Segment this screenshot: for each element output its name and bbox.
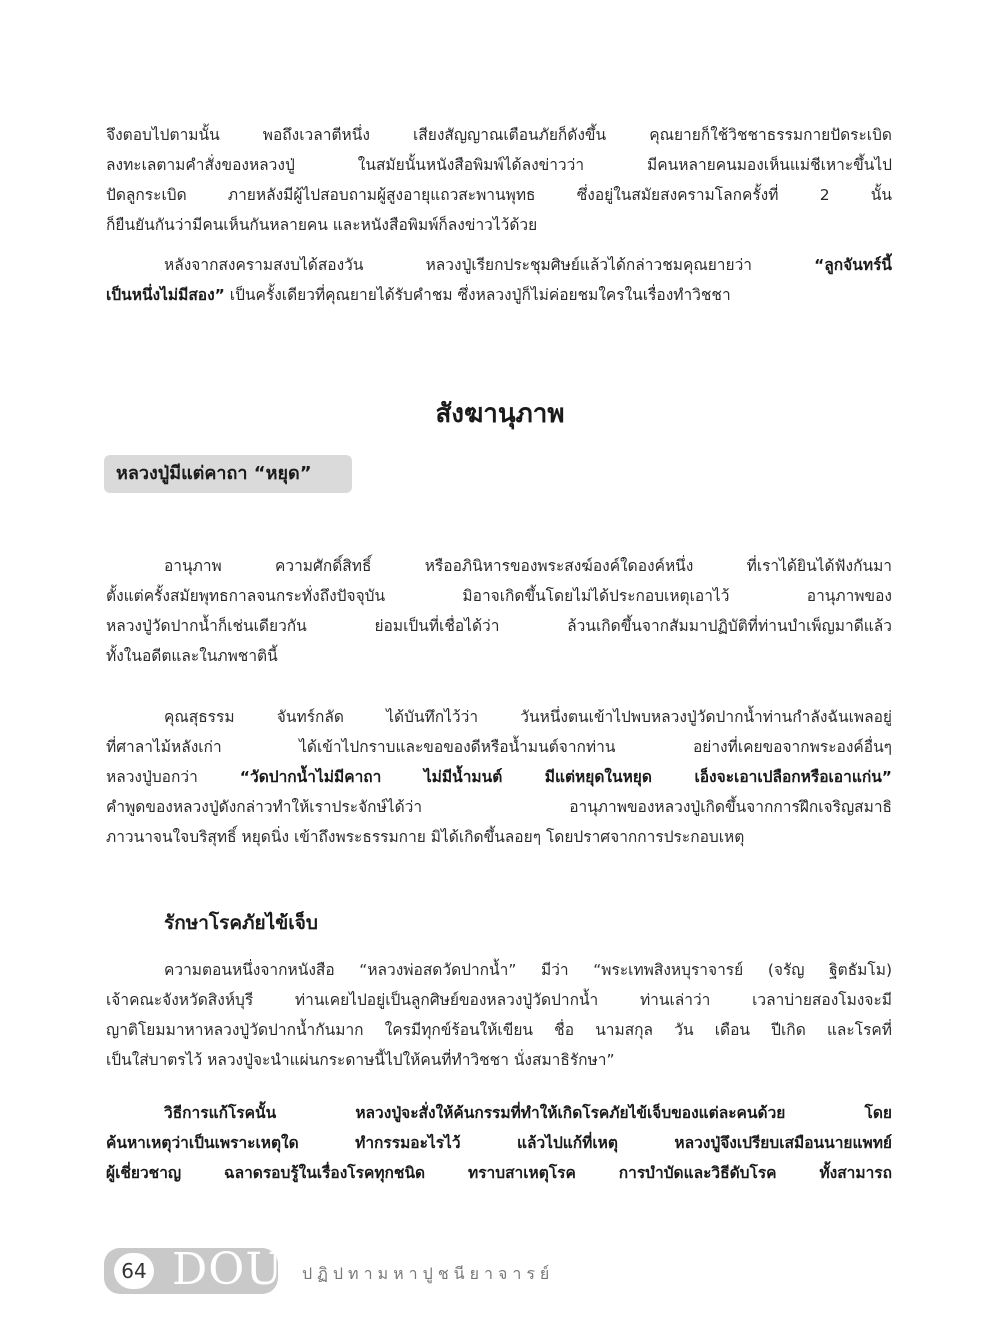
sutham-line-3 [106, 762, 892, 792]
sutham-line-2: ที่ศาลาไม้หลังเก่า ได้เข้าไปกราบและขอของดีหรือน้ำมนต์จากท่าน อย่างที่เคยขอจากพระองค์อื่นๆ [106, 738, 892, 756]
sutham-line-5: ภาวนาจนใจบริสุทธิ์ หยุดนิ่ง เข้าถึงพระธรรมกาย มิได้เกิดขึ้นลอยๆ โดยปราศจากการประกอบเหตุ [106, 828, 745, 846]
power-line-3: หลวงปู่วัดปากน้ำก็เช่นเดียวกัน ย่อมเป็นที่เชื่อได้ว่า ล้วนเกิดขึ้นจากสัมมาปฏิบัติที่ท่านบำเพ็ญมาดีแล้ว [106, 617, 892, 635]
intro-p2-quote-end: เป็นหนึ่งไม่มีสอง” [106, 286, 225, 304]
intro-p2-line-2 [106, 280, 892, 310]
brand-logo-text: DOU [172, 1244, 284, 1295]
method-line-1: วิธีการแก้โรคนั้น หลวงปู่จะสั่งให้ค้นกรรมที่ทำให้เกิดโรคภัยไข้เจ็บของแต่ละคนด้วย โดย [164, 1104, 892, 1122]
intro-p2-quote-start: “ลูกจันทร์นี้ [814, 256, 892, 274]
power-line-1: อานุภาพ ความศักดิ์สิทธิ์ หรืออภินิหารของพระสงฆ์องค์ใดองค์หนึ่ง ที่เราได้ยินได้ฟังกันมา [164, 557, 892, 575]
intro-p2-rest: เป็นครั้งเดียวที่คุณยายได้รับคำชม ซึ่งหลวงปู่ก็ไม่ค่อยชมใครในเรื่องทำวิชชา [224, 286, 731, 304]
book-line-4: เป็นใส่บาตรไว้ หลวงปู่จะนำแผ่นกระดาษนี้ไปให้คนที่ทำวิชชา นั่งสมาธิรักษา” [106, 1051, 615, 1069]
intro-p2-text: หลังจากสงครามสงบได้สองวัน หลวงปู่เรียกประชุมศิษย์แล้วได้กล่าวชมคุณยายว่า [164, 256, 815, 274]
intro-section [106, 120, 892, 310]
book-line-2: เจ้าคณะจังหวัดสิงห์บุรี ท่านเคยไปอยู่เป็นลูกศิษย์ของหลวงปู่วัดปากน้ำ ท่านเล่าว่า เวลาบ่ายสองโมงจะมี [106, 991, 892, 1009]
intro-line-3: ปัดลูกระเบิด ภายหลังมีผู้ไปสอบถามผู้สูงอายุแถวสะพานพุทธ ซึ่งอยู่ในสมัยสงครามโลกครั้งที่ 2 นั้น [106, 186, 892, 204]
method-line-3: ผู้เชี่ยวชาญ ฉลาดรอบรู้ในเรื่องโรคทุกชนิด ทราบสาเหตุโรค การบำบัดและวิธีดับโรค ทั้งสามารถ [106, 1164, 892, 1182]
paragraph-power [106, 551, 892, 671]
paragraph-sutham [106, 702, 892, 852]
book-title: ปฏิปทามหาปูชนียาจารย์ [302, 1264, 555, 1283]
paragraph-book-quote [106, 955, 892, 1075]
paragraph-method [106, 1098, 892, 1188]
sutham-line-1: คุณสุธรรม จันทร์กลัด ได้บันทึกไว้ว่า วันหนึ่งตนเข้าไปพบหลวงปู่วัดปากน้ำท่านกำลังฉันเพลอยู่ [164, 708, 892, 726]
book-line-3: ญาติโยมมาหาหลวงปู่วัดปากน้ำกันมาก ใครมีทุกข์ร้อนให้เขียน ชื่อ นามสกุล วัน เดือน ปีเกิด และโรคที่ [106, 1021, 892, 1039]
intro-line-2: ลงทะเลตามคำสั่งของหลวงปู่ ในสมัยนั้นหนังสือพิมพ์ได้ลงข่าวว่า มีคนหลายคนมองเห็นแม่ชีเหาะขึ้นไป [106, 156, 892, 174]
intro-p2-line-1 [106, 250, 892, 280]
page-number: 64 [114, 1253, 154, 1289]
section-title: สังฆานุภาพ [435, 399, 565, 429]
power-line-2: ตั้งแต่ครั้งสมัยพุทธกาลจนกระทั่งถึงปัจจุบัน มิอาจเกิดขึ้นโดยไม่ได้ประกอบเหตุเอาไว้ อานุภาพของ [106, 587, 892, 605]
topic-label: หลวงปู่มีแต่คาถา “หยุด” [104, 455, 352, 493]
sutham-line-4: คำพูดของหลวงปู่ดังกล่าวทำให้เราประจักษ์ได้ว่า อานุภาพของหลวงปู่เกิดขึ้นจากการฝึกเจริญสมาธิ [106, 798, 892, 816]
intro-line-4: ก็ยืนยันกันว่ามีคนเห็นกันหลายคน และหนังสือพิมพ์ก็ลงข่าวไว้ด้วย [106, 216, 538, 234]
sutham-quote: “วัดปากน้ำไม่มีคาถา ไม่มีน้ำมนต์ มีแต่หยุดในหยุด เอ็งจะเอาเปลือกหรือเอาแก่น” [239, 768, 892, 786]
intro-line-1: จึงตอบไปตามนั้น พอถึงเวลาตีหนึ่ง เสียงสัญญาณเตือนภัยก็ดังขึ้น คุณยายก็ใช้วิชชาธรรมกายปัดระเบิด [106, 126, 892, 144]
method-line-2: ค้นหาเหตุว่าเป็นเพราะเหตุใด ทำกรรมอะไรไว้ แล้วไปแก้ที่เหตุ หลวงปู่จึงเปรียบเสมือนนายแพทย์ [106, 1134, 892, 1152]
sutham-intro-text: หลวงปู่บอกว่า [106, 768, 240, 786]
book-line-1: ความตอนหนึ่งจากหนังสือ “หลวงพ่อสดวัดปากน้ำ” มีว่า “พระเทพสิงหบุราจารย์ (จรัญ ฐิตธัมโม) [164, 961, 892, 979]
power-line-4: ทั้งในอดีตและในภพชาตินี้ [106, 647, 278, 665]
subheading-healing: รักษาโรคภัยไข้เจ็บ [164, 912, 318, 934]
